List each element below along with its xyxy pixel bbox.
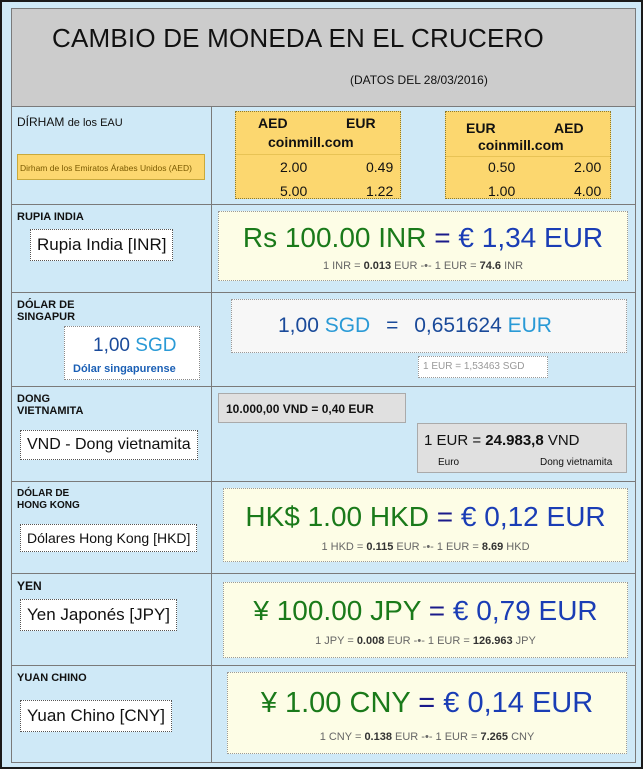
currency-selector-sgd[interactable]: 1,00 SGD Dólar singapurense: [64, 326, 200, 380]
vnd-conversion-main: 1 EUR = 24.983,8 VND: [424, 432, 580, 449]
conversion-widget-inr: [218, 211, 628, 281]
conversion-main-sgd: 1,00 SGD = 0,651624 EUR: [278, 314, 552, 337]
row-jpy-label-cell: [12, 574, 212, 665]
row-aed: [11, 107, 636, 205]
row-sgd-label-cell: [12, 293, 212, 386]
page-header: [11, 8, 636, 107]
row-hkd-content: [213, 482, 635, 573]
conversion-sub-jpy: 1 JPY = 0.008 EUR -•- 1 EUR = 126.963 JPY: [315, 635, 536, 647]
conversion-main-jpy: ¥ 100.00 JPY = € 0,79 EUR: [253, 595, 598, 626]
currency-label-cny: YUAN CHINO: [17, 672, 87, 684]
row-jpy-content: [213, 574, 635, 665]
row-inr: [11, 205, 636, 293]
row-hkd: [11, 482, 636, 574]
conversion-sub-cny: 1 CNY = 0.138 EUR -•- 1 EUR = 7.265 CNY: [319, 731, 535, 743]
currency-selector-vnd[interactable]: VND - Dong vietnamita: [20, 430, 198, 460]
coinmill-table-eur-aed: EUR AED coinmill.com 0.50 2.00 1.00 4.00: [445, 111, 611, 199]
vnd-rate-top: 10.000,00 VND = 0,40 EUR: [218, 393, 406, 423]
vnd-converter: [417, 423, 627, 473]
currency-selector-inr[interactable]: Rupia India [INR]: [30, 229, 173, 261]
row-jpy: [11, 574, 636, 666]
conversion-main-hkd: HK$ 1.00 HKD = € 0,12 EUR: [245, 501, 606, 532]
currency-label-aed: DÍRHAM de los EAU: [17, 115, 123, 129]
row-vnd: [11, 387, 636, 482]
currency-label-sgd: DÓLAR DE SINGAPUR: [17, 299, 76, 323]
row-inr-label-cell: [12, 205, 212, 292]
currency-label-hkd: DÓLAR DE HONG KONG: [17, 488, 80, 511]
vnd-caption-left: Euro: [438, 457, 460, 468]
data-date: (DATOS DEL 28/03/2016): [350, 73, 488, 87]
inverse-rate-sgd: 1 EUR = 1,53463 SGD: [418, 356, 548, 378]
page-title: CAMBIO DE MONEDA EN EL CRUCERO: [52, 23, 544, 53]
currency-selector-hkd[interactable]: Dólares Hong Kong [HKD]: [20, 524, 197, 552]
row-inr-content: [213, 205, 635, 292]
row-vnd-content: [213, 387, 635, 481]
row-hkd-label-cell: [12, 482, 212, 573]
currency-selector-cny[interactable]: Yuan Chino [CNY]: [20, 700, 172, 732]
row-aed-label-cell: [12, 107, 212, 204]
row-cny: [11, 666, 636, 763]
vnd-caption-right: Dong vietnamita: [540, 457, 613, 468]
conversion-widget-cny: [227, 672, 627, 754]
currency-label-vnd: DONG VIETNAMITA: [17, 393, 84, 417]
conversion-widget-hkd: [223, 488, 628, 562]
row-vnd-label-cell: [12, 387, 212, 481]
currency-selector-jpy[interactable]: Yen Japonés [JPY]: [20, 599, 177, 631]
conversion-main-inr: Rs 100.00 INR = € 1,34 EUR: [242, 222, 604, 253]
conversion-sub-hkd: 1 HKD = 0.115 EUR -•- 1 EUR = 8.69 HKD: [321, 541, 530, 553]
conversion-sub-inr: 1 INR = 0.013 EUR -•- 1 EUR = 74.6 INR: [322, 260, 524, 272]
currency-label-inr: RUPIA INDIA: [17, 211, 84, 223]
row-sgd-content: [213, 293, 635, 386]
row-cny-content: [213, 666, 635, 762]
conversion-main-cny: ¥ 1.00 CNY = € 0,14 EUR: [260, 687, 594, 719]
row-aed-content: [213, 107, 635, 204]
row-sgd: [11, 293, 636, 387]
currency-selector-aed[interactable]: Dirham de los Emiratos Árabes Unidos (AED): [17, 154, 205, 180]
row-cny-label-cell: [12, 666, 212, 762]
currency-label-jpy: YEN: [17, 579, 42, 593]
conversion-widget-sgd: [231, 299, 627, 353]
coinmill-table-aed-eur: AED EUR coinmill.com 2.00 0.49 5.00 1.22: [235, 111, 401, 199]
conversion-widget-jpy: [223, 582, 628, 658]
